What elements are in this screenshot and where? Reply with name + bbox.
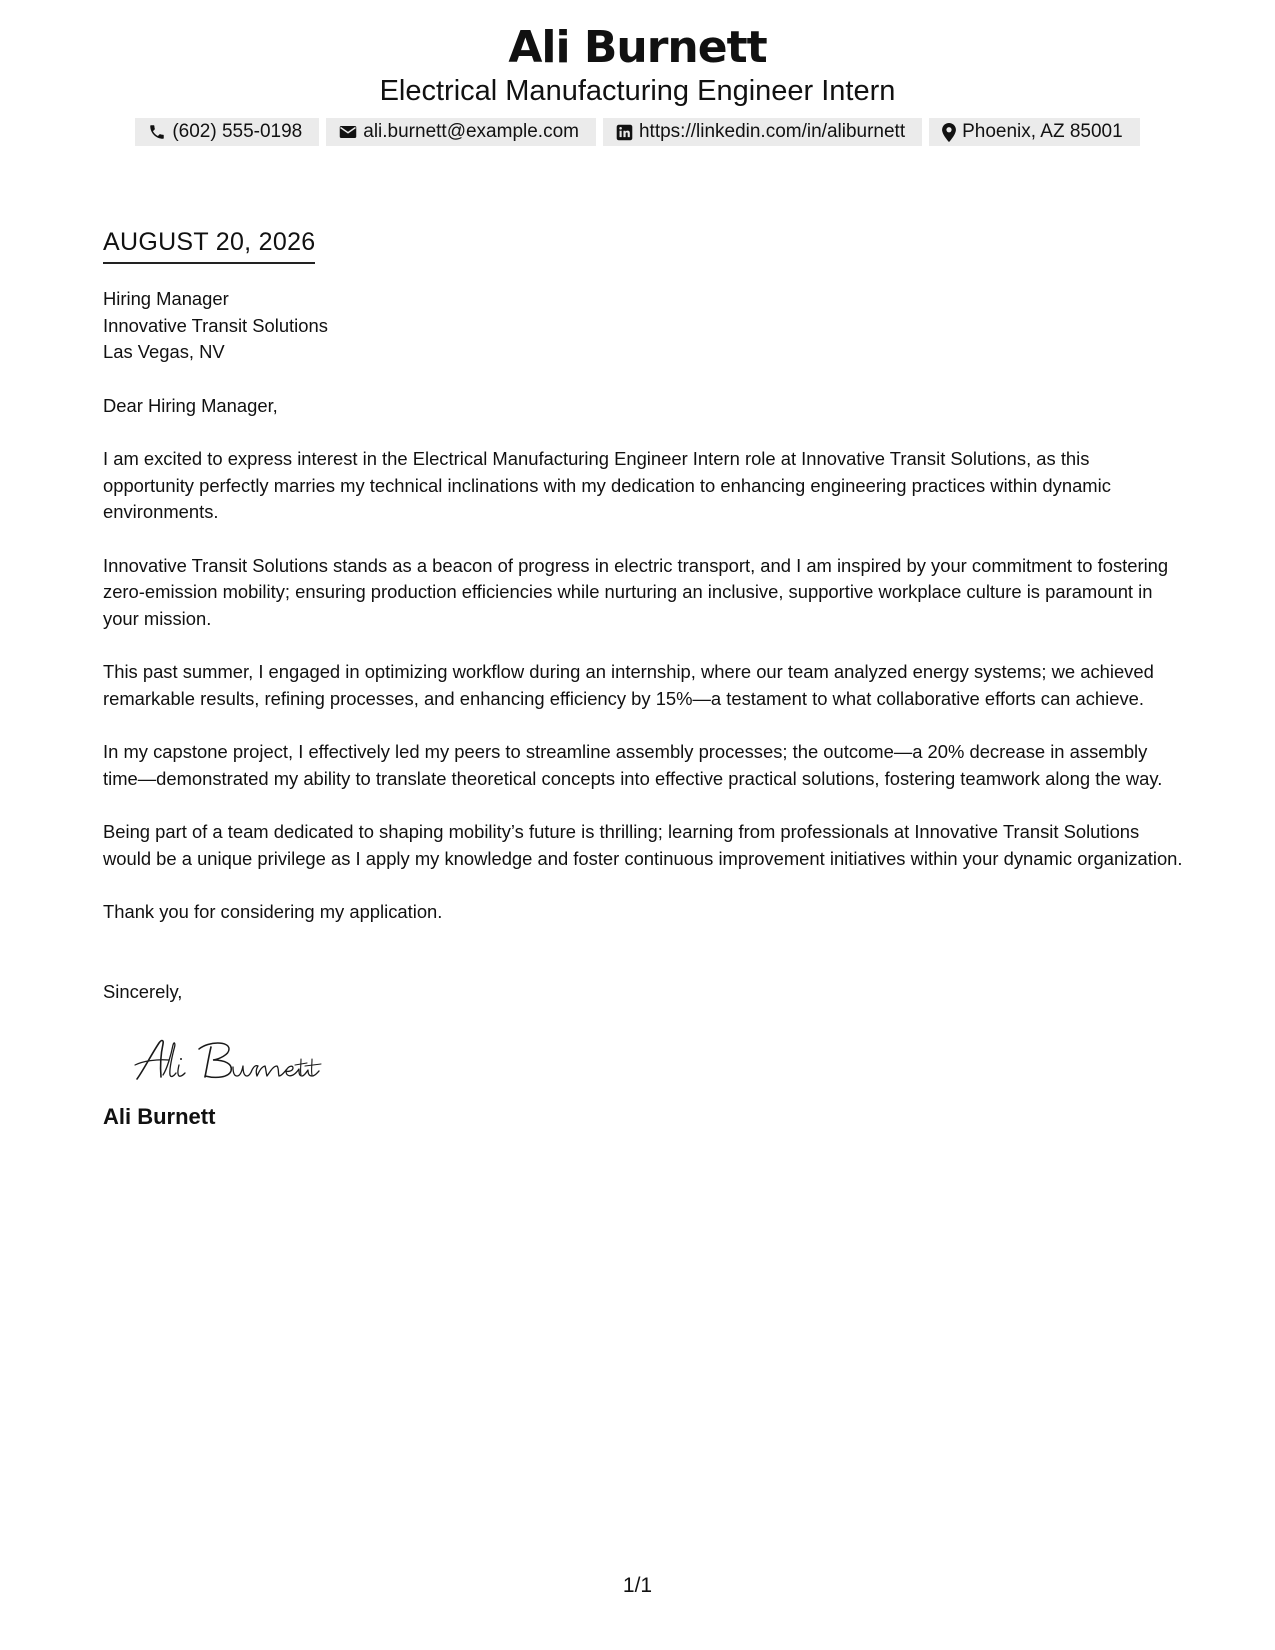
handwritten-signature	[133, 1035, 1183, 1085]
salutation: Dear Hiring Manager,	[103, 394, 278, 416]
body-paragraph: I am excited to express interest in the Electrical Manufacturing Engineer Intern role at Innovative Transit Solutions, as this opportunity perfectly marries my technical inclinations with my dedication to enhancing engineering practices within dynamic environments.	[103, 448, 1111, 522]
signer-name: Ali Burnett	[103, 1104, 216, 1129]
contact-phone-text: (602) 555-0198	[172, 121, 303, 142]
contact-email-text: ali.burnett@example.com	[363, 121, 579, 142]
recipient-line: Las Vegas, NV	[103, 341, 225, 362]
recipient-line: Innovative Transit Solutions	[103, 314, 328, 336]
contact-linkedin[interactable]	[603, 118, 922, 146]
contact-linkedin-text: https://linkedin.com/in/aliburnett	[638, 121, 906, 142]
contact-phone	[135, 118, 319, 146]
body-paragraph: Being part of a team dedicated to shaping mobility’s future is thrilling; learning from professionals at Innovative Transit Solutions would be a unique privilege as I apply my knowledge and foster continuous improvement initiatives within your dynamic organization.	[103, 821, 1183, 869]
map-pin-icon	[942, 123, 956, 142]
body-paragraph: In my capstone project, I effectively led my peers to streamline assembly processes; the outcome—a 20% decrease in assembly time—demonstrated my ability to translate theoretical concepts into effective practical solutions, fostering teamwork along the way.	[103, 741, 1163, 789]
contact-location-text: Phoenix, AZ 85001	[962, 121, 1123, 142]
closing: Sincerely,	[103, 980, 183, 1002]
page-number: 1/1	[622, 1574, 653, 1597]
letter-date: AUGUST 20, 2026	[103, 226, 315, 264]
applicant-title: Electrical Manufacturing Engineer Intern	[379, 75, 896, 107]
letter-body	[103, 226, 1183, 1131]
envelope-icon	[339, 124, 357, 140]
letter-header	[0, 0, 1275, 146]
body-paragraph: Innovative Transit Solutions stands as a beacon of progress in electric transport, and I am inspired by your commitment to fostering zero-emission mobility; ensuring production efficiencies while nurturing an inclusive, supportive workplace culture is paramount in your mission.	[103, 554, 1169, 629]
recipient-line: Hiring Manager	[103, 288, 229, 309]
applicant-name: Ali Burnett	[508, 22, 767, 73]
contact-location	[929, 118, 1140, 146]
signature-image	[133, 1035, 333, 1085]
linkedin-icon	[616, 124, 633, 141]
recipient-block	[103, 286, 1183, 366]
contact-row	[0, 118, 1275, 146]
body-paragraph: Thank you for considering my application.	[103, 901, 443, 922]
contact-email[interactable]	[326, 118, 596, 146]
phone-icon	[148, 123, 166, 141]
body-paragraph: This past summer, I engaged in optimizing workflow during an internship, where our team analyzed energy systems; we achieved remarkable results, refining processes, and enhancing efficiency by 15%—a testament to what collaborative efforts can achieve.	[103, 661, 1154, 709]
